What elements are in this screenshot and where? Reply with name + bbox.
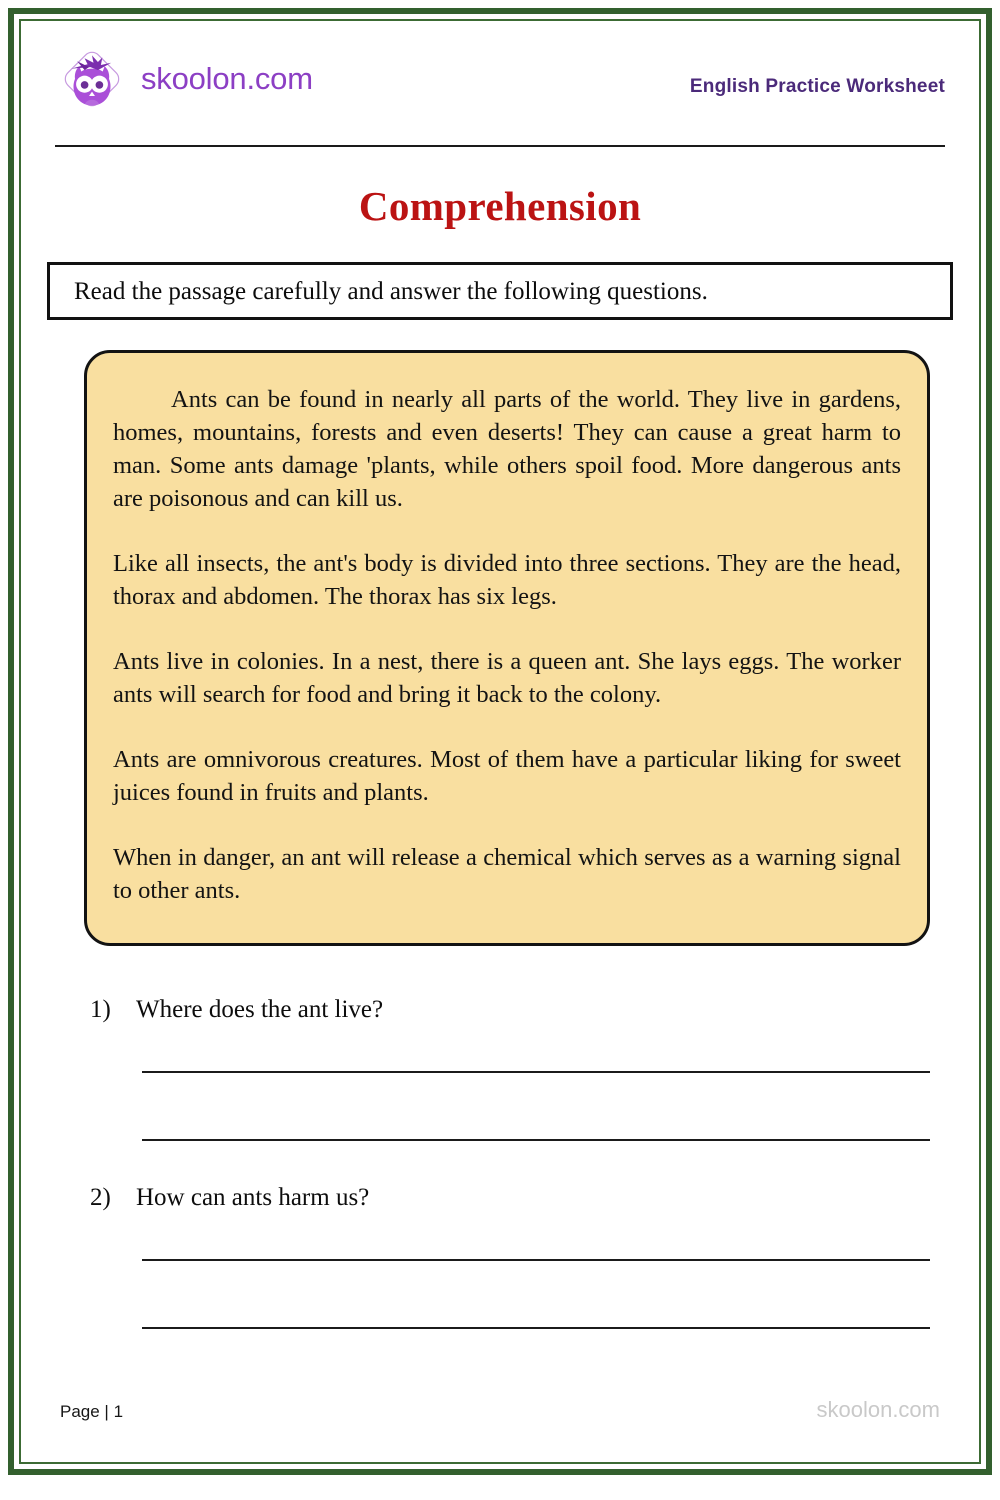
- passage-paragraph: Ants live in colonies. In a nest, there is a queen ant. She lays eggs. The worker ants will search for food and bring it back to the colony.: [113, 648, 901, 708]
- answer-line[interactable]: [142, 1139, 930, 1141]
- passage-box: [84, 350, 930, 946]
- question-item: [90, 995, 930, 1141]
- question-row: [90, 995, 930, 1025]
- question-text: Where does the ant live?: [136, 996, 384, 1023]
- brand-name: skoolon.com: [141, 60, 313, 96]
- question-number: 1): [90, 996, 111, 1023]
- questions-section: [90, 995, 930, 1329]
- brand-lockup: [55, 42, 313, 116]
- question-text: How can ants harm us?: [136, 1184, 370, 1211]
- question-item: [90, 1183, 930, 1329]
- page-number: Page | 1: [60, 1402, 124, 1421]
- passage-paragraph: Ants are omnivorous creatures. Most of them have a particular liking for sweet juices found in fruits and plants.: [113, 746, 901, 806]
- instruction-text: Read the passage carefully and answer the following questions.: [74, 277, 708, 305]
- worksheet-type-label: English Practice Worksheet: [689, 76, 945, 97]
- passage-paragraph: Ants can be found in nearly all parts of the world. They live in gardens, homes, mountains, forests and even deserts! They can cause a great harm to man. Some ants damage 'plants, while others spoil food. More dangerous ants are poisonous and can kill us.: [113, 386, 901, 512]
- header-divider: [55, 145, 945, 147]
- answer-line[interactable]: [142, 1327, 930, 1329]
- answer-line[interactable]: [142, 1071, 930, 1073]
- instruction-box: [47, 262, 953, 320]
- answer-lines: [90, 1259, 930, 1329]
- answer-lines: [90, 1071, 930, 1141]
- question-number: 2): [90, 1184, 111, 1211]
- page-footer: [60, 1397, 940, 1423]
- page-header: [55, 38, 945, 138]
- passage-paragraph: When in danger, an ant will release a chemical which serves as a warning signal to other ants.: [113, 844, 901, 904]
- answer-line[interactable]: [142, 1259, 930, 1261]
- passage-paragraph: Like all insects, the ant's body is divided into three sections. They are the head, thorax and abdomen. The thorax has six legs.: [113, 550, 901, 610]
- question-row: [90, 1183, 930, 1213]
- page-title: Comprehension: [358, 183, 642, 229]
- owl-logo-icon: [55, 42, 129, 116]
- footer-watermark: skoolon.com: [816, 1397, 940, 1422]
